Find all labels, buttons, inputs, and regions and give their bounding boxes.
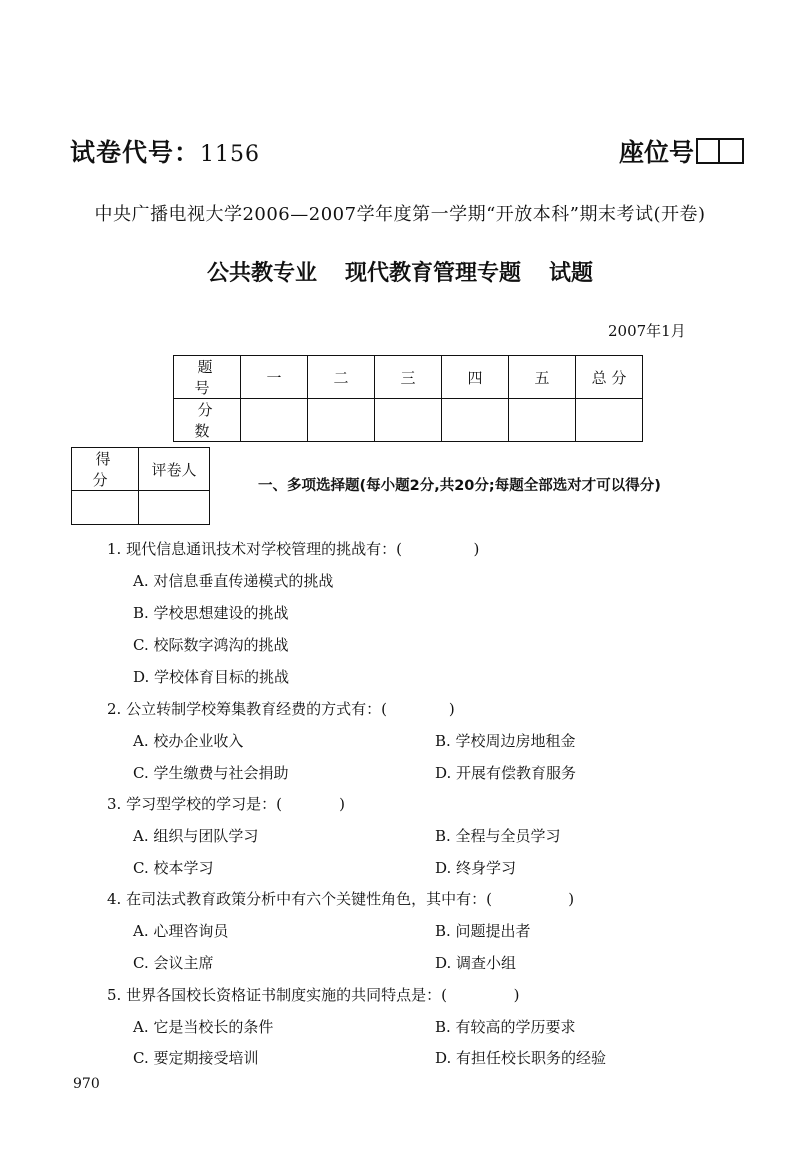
- subject-title: [0, 256, 800, 287]
- question-4-stem: 4. 在司法式教育政策分析中有六个关键性角色，其中有：( ): [107, 890, 575, 908]
- paper-code-label: 试卷代号：: [70, 138, 201, 167]
- score-table-col-2: 二: [308, 356, 375, 399]
- score-table-col-total: 总 分: [576, 356, 643, 399]
- subject-major: 公共教专业: [206, 261, 317, 286]
- question-5-stem: 5. 世界各国校长资格证书制度实施的共同特点是：( ): [107, 986, 520, 1004]
- question-1-option-b: B. 学校思想建设的挑战: [133, 604, 289, 622]
- question-1-option-c: C. 校际数字鸿沟的挑战: [133, 636, 289, 654]
- score-cell: [308, 399, 375, 442]
- grader-table: [71, 447, 210, 525]
- score-table-row2-label: 分 数: [174, 399, 241, 442]
- question-3-option-d: D. 终身学习: [435, 859, 517, 877]
- page-number: 970: [73, 1076, 100, 1092]
- score-table: [173, 355, 643, 442]
- question-2-option-d: D. 开展有偿教育服务: [435, 764, 577, 782]
- seat-box-1: [696, 138, 720, 164]
- seat-number: [619, 133, 744, 169]
- grader-table-body-row: [72, 491, 210, 525]
- question-1-option-a: A. 对信息垂直传递模式的挑战: [133, 572, 334, 590]
- question-2-option-c: C. 学生缴费与社会捐助: [133, 764, 289, 782]
- question-5-option-a: A. 它是当校长的条件: [133, 1018, 274, 1036]
- exam-date: 2007年1月: [608, 322, 686, 340]
- question-3-option-c: C. 校本学习: [133, 859, 214, 877]
- question-2-option-a: A. 校办企业收入: [133, 732, 244, 750]
- question-3-stem: 3. 学习型学校的学习是：( ): [107, 795, 346, 813]
- question-2-option-b: B. 学校周边房地租金: [435, 732, 576, 750]
- subject-kind: 试题: [549, 261, 594, 286]
- section-heading: 一、多项选择题(每小题2分,共20分;每题全部选对才可以得分): [258, 478, 661, 494]
- question-5-option-b: B. 有较高的学历要求: [435, 1018, 576, 1036]
- score-cell: [442, 399, 509, 442]
- score-table-col-1: 一: [241, 356, 308, 399]
- grader-score-label: 得 分: [72, 448, 139, 491]
- grader-name-cell: [139, 491, 210, 525]
- subject-course: 现代教育管理专题: [344, 261, 521, 286]
- exam-title: 中央广播电视大学2006—2007学年度第一学期“开放本科”期末考试(开卷): [94, 204, 706, 225]
- score-table-col-3: 三: [375, 356, 442, 399]
- question-1-stem: 1. 现代信息通讯技术对学校管理的挑战有：( ): [107, 540, 480, 558]
- score-table-score-row: [174, 399, 643, 442]
- seat-number-label: 座位号: [619, 138, 695, 167]
- question-3-option-b: B. 全程与全员学习: [435, 827, 561, 845]
- score-cell: [509, 399, 576, 442]
- question-4-option-a: A. 心理咨询员: [133, 922, 229, 940]
- score-table-col-5: 五: [509, 356, 576, 399]
- score-table-row1-label: 题 号: [174, 356, 241, 399]
- question-4-option-b: B. 问题提出者: [435, 922, 531, 940]
- question-3-option-a: A. 组织与团队学习: [133, 827, 259, 845]
- question-5-option-d: D. 有担任校长职务的经验: [435, 1049, 607, 1067]
- question-5-option-c: C. 要定期接受培训: [133, 1049, 259, 1067]
- question-1-option-d: D. 学校体育目标的挑战: [133, 668, 290, 686]
- grader-name-label: 评卷人: [139, 448, 210, 491]
- score-cell: [576, 399, 643, 442]
- score-cell: [241, 399, 308, 442]
- seat-number-boxes: [696, 138, 744, 164]
- paper-code-value: 1156: [200, 142, 261, 167]
- paper-code: [70, 133, 260, 169]
- score-table-col-4: 四: [442, 356, 509, 399]
- score-table-header-row: [174, 356, 643, 399]
- grader-table-header-row: [72, 448, 210, 491]
- grader-score-cell: [72, 491, 139, 525]
- question-4-option-d: D. 调查小组: [435, 954, 517, 972]
- score-cell: [375, 399, 442, 442]
- seat-box-2: [720, 138, 744, 164]
- question-2-stem: 2. 公立转制学校筹集教育经费的方式有：( ): [107, 700, 455, 718]
- question-4-option-c: C. 会议主席: [133, 954, 214, 972]
